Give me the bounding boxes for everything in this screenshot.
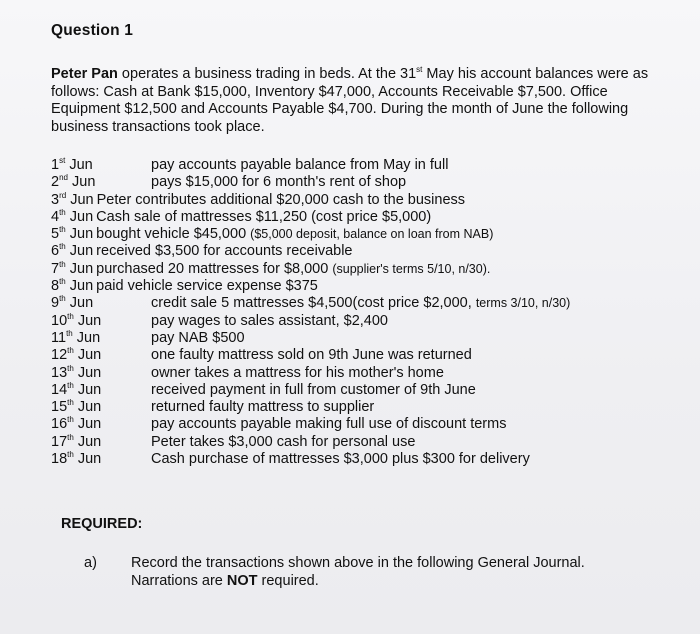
transaction-row xyxy=(51,434,651,451)
transaction-month: Jun xyxy=(77,451,102,468)
transaction-day: 12 xyxy=(51,347,68,364)
transaction-month: Jun xyxy=(69,157,93,173)
transaction-month: Jun xyxy=(72,174,96,191)
transaction-day-suffix: th xyxy=(59,259,66,269)
transaction-day: 15 xyxy=(51,399,68,416)
transaction-day: 2 xyxy=(51,174,60,191)
transaction-text: returned faulty mattress to supplier xyxy=(151,399,375,416)
transaction-day: 5 xyxy=(51,226,60,243)
transaction-date xyxy=(51,157,151,174)
transaction-date xyxy=(51,192,94,209)
transaction-row xyxy=(51,174,651,191)
transaction-row xyxy=(51,226,651,243)
transaction-text: Cash sale of mattresses $11,250 (cost price $5,000) xyxy=(96,208,432,225)
part-label: a) xyxy=(84,555,97,571)
transaction-day-suffix: th xyxy=(59,207,66,217)
transaction-day-suffix: th xyxy=(59,242,66,252)
transaction-text: credit sale 5 mattresses $4,500(cost price $2,000, xyxy=(151,295,476,312)
transaction-description xyxy=(151,382,476,399)
transaction-row xyxy=(51,295,651,312)
transaction-row xyxy=(51,157,651,174)
part-text-1: Record the transactions shown above in the following General Journal. Narrations are xyxy=(131,555,585,589)
transaction-row xyxy=(51,278,651,295)
transaction-month: Jun xyxy=(77,399,102,416)
transaction-description xyxy=(151,434,415,451)
transaction-month: Jun xyxy=(77,347,102,364)
intro-sup: st xyxy=(416,65,423,74)
transaction-description xyxy=(151,157,448,174)
transaction-day-suffix: rd xyxy=(59,190,67,200)
transaction-text: bought vehicle $45,000 xyxy=(96,226,251,243)
transaction-text: pay wages to sales assistant, $2,400 xyxy=(151,312,388,329)
transaction-day: 10 xyxy=(51,312,68,329)
transaction-date xyxy=(51,313,151,330)
transaction-text: one faulty mattress sold on 9th June was returned xyxy=(151,347,472,364)
transaction-month: Jun xyxy=(69,208,94,225)
transaction-description xyxy=(96,209,431,225)
transaction-description xyxy=(96,226,493,242)
transaction-day-suffix: th xyxy=(67,432,74,442)
transaction-row xyxy=(51,243,651,260)
transaction-note: (supplier's terms 5/10, n/30). xyxy=(332,261,491,276)
question-title: Question 1 xyxy=(51,22,134,39)
transaction-day-suffix: th xyxy=(67,380,74,390)
transaction-date xyxy=(51,451,151,468)
transaction-month: Jun xyxy=(69,260,94,277)
transaction-text: pay accounts payable making full use of discount terms xyxy=(151,416,507,433)
transaction-row xyxy=(51,399,651,416)
transaction-date xyxy=(51,434,151,451)
transaction-description xyxy=(96,243,352,259)
transaction-day: 1 xyxy=(51,157,60,173)
transaction-day: 16 xyxy=(51,416,68,433)
transaction-day: 11 xyxy=(51,329,67,346)
transaction-month: Jun xyxy=(69,226,94,243)
transaction-month: Jun xyxy=(77,364,102,381)
transaction-date xyxy=(51,399,151,416)
transaction-day: 7 xyxy=(51,260,60,277)
transaction-text: purchased 20 mattresses for $8,000 xyxy=(96,260,333,277)
transaction-date xyxy=(51,243,93,260)
transaction-day: 18 xyxy=(51,451,68,468)
transaction-row xyxy=(51,365,651,382)
intro-paragraph xyxy=(51,66,651,136)
transaction-day-suffix: th xyxy=(67,346,74,356)
transaction-row xyxy=(51,347,651,364)
transaction-month: Jun xyxy=(69,278,94,295)
transaction-text: pay accounts payable balance from May in full xyxy=(151,157,449,173)
transaction-day: 6 xyxy=(51,243,60,260)
transaction-date xyxy=(51,174,151,191)
transaction-row xyxy=(51,330,651,347)
transaction-month: Jun xyxy=(76,329,101,346)
transaction-description xyxy=(151,416,506,433)
transaction-day: 3 xyxy=(51,191,60,208)
transaction-row xyxy=(51,192,651,209)
transaction-month: Jun xyxy=(77,312,102,329)
transaction-text: Peter contributes additional $20,000 cash to the business xyxy=(96,191,466,208)
transaction-description xyxy=(151,451,530,468)
intro-text-1: operates a business trading in beds. At the 31 xyxy=(117,66,417,82)
transaction-date xyxy=(51,347,151,364)
transaction-description xyxy=(151,365,444,382)
transaction-description xyxy=(151,330,245,347)
transaction-row xyxy=(51,416,651,433)
transaction-day-suffix: th xyxy=(66,328,73,338)
transaction-day-suffix: th xyxy=(67,415,74,425)
transaction-text: owner takes a mattress for his mother's home xyxy=(151,364,444,381)
transaction-date xyxy=(51,365,151,382)
transaction-text: received $3,500 for accounts receivable xyxy=(96,243,353,260)
transaction-date xyxy=(51,416,151,433)
transaction-row xyxy=(51,382,651,399)
transaction-text: Cash purchase of mattresses $3,000 plus $300 for delivery xyxy=(151,451,530,468)
transaction-day-suffix: th xyxy=(59,277,66,287)
transaction-list xyxy=(51,157,651,468)
transaction-day: 17 xyxy=(51,433,68,450)
transaction-day-suffix: th xyxy=(67,311,74,321)
transaction-text: pays $15,000 for 6 month's rent of shop xyxy=(151,174,407,191)
required-heading: REQUIRED: xyxy=(61,516,143,532)
transaction-day: 4 xyxy=(51,208,60,225)
transaction-description xyxy=(151,174,406,191)
part-text-bold: NOT xyxy=(226,572,258,589)
part-text xyxy=(131,555,651,590)
transaction-month: Jun xyxy=(77,433,102,450)
transaction-day: 14 xyxy=(51,381,68,398)
transaction-description xyxy=(97,192,465,208)
transaction-day-suffix: th xyxy=(67,450,74,460)
transaction-date xyxy=(51,261,93,278)
transaction-description xyxy=(96,261,490,277)
transaction-description xyxy=(151,399,374,416)
transaction-note: terms 3/10, n/30) xyxy=(475,296,571,311)
transaction-day-suffix: th xyxy=(67,398,74,408)
transaction-date xyxy=(51,295,151,312)
transaction-text: paid vehicle service expense $375 xyxy=(96,278,318,295)
transaction-day-suffix: nd xyxy=(59,173,68,183)
intro-name: Peter Pan xyxy=(51,66,118,82)
transaction-month: Jun xyxy=(77,381,102,398)
transaction-day: 13 xyxy=(51,364,68,381)
transaction-text: received payment in full from customer of 9th June xyxy=(151,381,476,398)
transaction-description xyxy=(151,313,388,330)
intro-text-2: May his account balances were as follows: Cash at Bank $15,000, Inventory $47,000, Accounts Receivable $7,500. Office Equipment $12,500 and Accounts Payable $4,700. During the month of June the following business transactions took place. xyxy=(51,66,649,135)
transaction-date xyxy=(51,330,151,347)
transaction-month: Jun xyxy=(70,191,94,208)
part-text-2: required. xyxy=(257,572,319,589)
transaction-date xyxy=(51,278,93,295)
transaction-day: 9 xyxy=(51,295,60,312)
transaction-day: 8 xyxy=(51,278,60,295)
transaction-day-suffix: th xyxy=(59,294,66,304)
transaction-day-suffix: th xyxy=(59,225,66,235)
transaction-month: Jun xyxy=(69,243,94,260)
transaction-date xyxy=(51,226,93,243)
transaction-day-suffix: th xyxy=(67,363,74,373)
transaction-month: Jun xyxy=(77,416,102,433)
transaction-date xyxy=(51,209,93,226)
transaction-description xyxy=(151,295,570,312)
transaction-description xyxy=(96,278,318,294)
transaction-text: pay NAB $500 xyxy=(151,329,245,346)
transaction-row xyxy=(51,313,651,330)
transaction-note: ($5,000 deposit, balance on loan from NAB) xyxy=(250,227,494,242)
transaction-description xyxy=(151,347,472,364)
transaction-month: Jun xyxy=(69,295,94,312)
transaction-row xyxy=(51,261,651,278)
transaction-day-suffix: st xyxy=(59,156,66,165)
transaction-text: Peter takes $3,000 cash for personal use xyxy=(151,433,416,450)
transaction-row xyxy=(51,451,651,468)
transaction-date xyxy=(51,382,151,399)
transaction-row xyxy=(51,209,651,226)
